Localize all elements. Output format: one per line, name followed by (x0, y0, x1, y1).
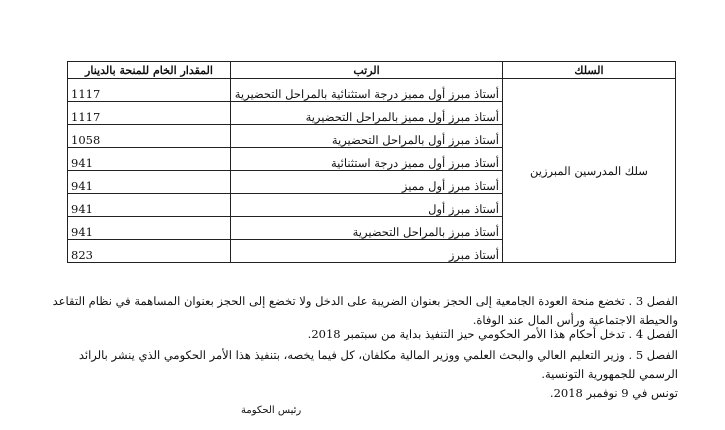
rank-cell: أستاذ مبرز أول (231, 194, 503, 217)
article-3-text: الفصل 3 . تخضع منحة العودة الجامعية إلى الحجز بعنوان الضريبة على الدخل ولا تخضع إلى الحجز بعنوان المساهمة في نظام التقاعد والحيطة الاجتماعية ورأس المال عند الوفاة. (52, 294, 678, 327)
header-amount: المقدار الخام للمنحة بالدينار (68, 62, 231, 79)
amount-cell: 941 (68, 217, 231, 240)
amount-cell: 1117 (68, 102, 231, 125)
rank-cell: أستاذ مبرز أول مميز درجة استثنائية بالمراحل التحضيرية (231, 79, 503, 102)
amount-cell: 941 (68, 148, 231, 171)
rank-cell: أستاذ مبرز أول مميز درجة استثنائية (231, 148, 503, 171)
rank-cell: أستاذ مبرز أول بالمراحل التحضيرية (231, 125, 503, 148)
amount-cell: 1058 (68, 125, 231, 148)
date-line: تونس في 9 نوفمبر 2018. (549, 386, 678, 400)
amount-cell: 941 (68, 171, 231, 194)
amount-cell: 823 (68, 240, 231, 263)
corps-cell: سلك المدرسين المبرزين (503, 79, 676, 263)
amount-cell: 941 (68, 194, 231, 217)
rank-cell: أستاذ مبرز (231, 240, 503, 263)
amount-cell: 1117 (68, 79, 231, 102)
signature-title: رئيس الحكومة (241, 405, 302, 416)
table-row (68, 79, 676, 102)
table-header-row (68, 62, 676, 79)
article-4-text: الفصل 4 . تدخل أحكام هذا الأمر الحكومي حيز التنفيذ بداية من سبتمبر 2018. (307, 327, 678, 341)
grants-table (67, 61, 676, 263)
rank-cell: أستاذ مبرز بالمراحل التحضيرية (231, 217, 503, 240)
article-5-text: الفصل 5 . وزير التعليم العالي والبحث العلمي ووزير المالية مكلفان، كل فيما يخصه، بتنفيذ هذا الأمر الحكومي الذي ينشر بالرائد الرسمي للجمهورية التونسية. (78, 348, 678, 381)
rank-cell: أستاذ مبرز أول مميز (231, 171, 503, 194)
header-rank: الرتب (231, 62, 503, 79)
header-corps: السلك (503, 62, 676, 79)
rank-cell: أستاذ مبرز أول مميز بالمراحل التحضيرية (231, 102, 503, 125)
